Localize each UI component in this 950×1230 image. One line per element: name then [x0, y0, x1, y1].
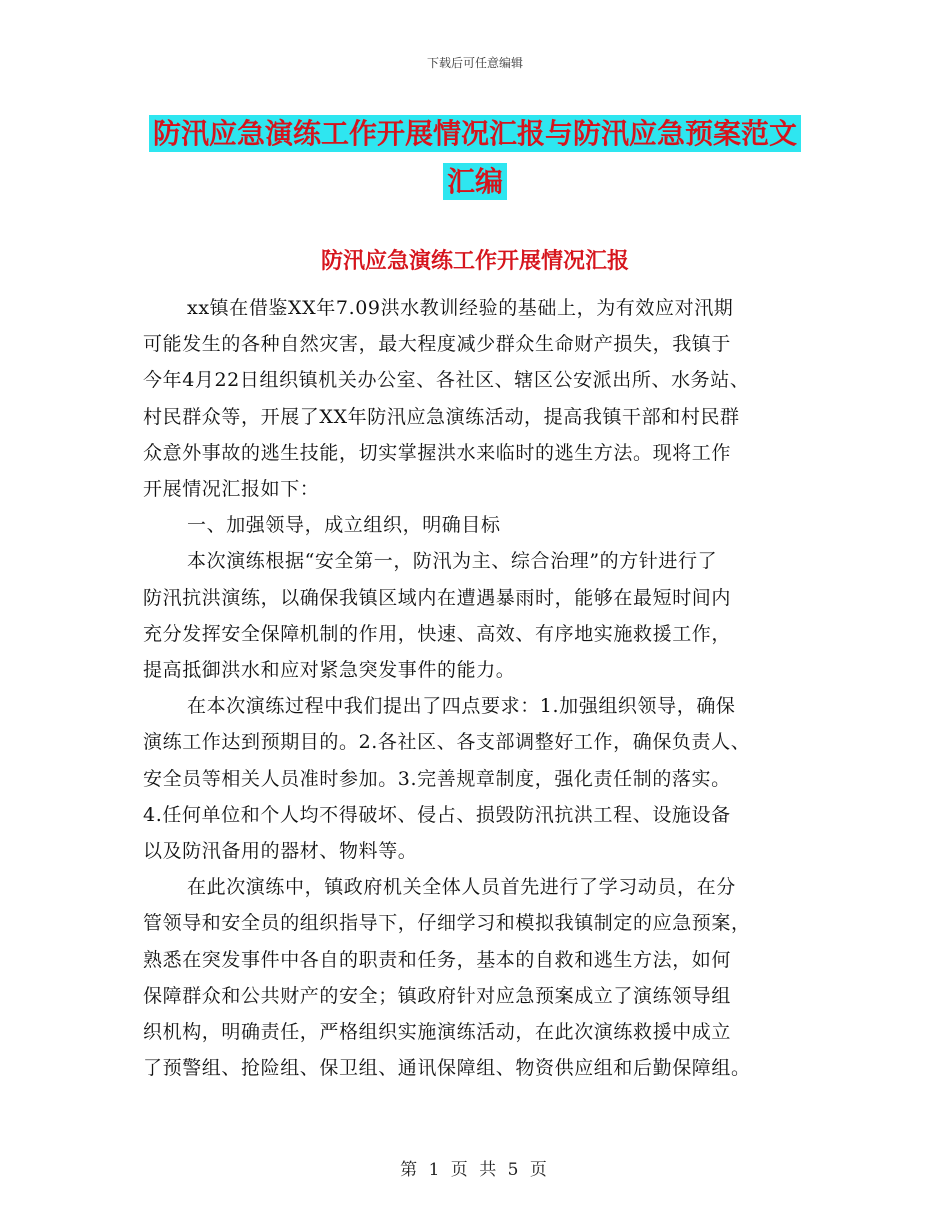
body-line: 演练工作达到预期目的。2.各社区、各支部调整好工作，确保负责人、 — [143, 731, 751, 754]
body-line: 以及防汛备用的器材、物料等。 — [143, 840, 418, 863]
body-line: 开展情况汇报如下： — [143, 478, 320, 501]
body-line: 村民群众等，开展了XX年防汛应急演练活动，提高我镇干部和村民群 — [143, 405, 740, 428]
body-line: 织机构，明确责任，严格组织实施演练活动，在此次演练救援中成立 — [143, 1021, 732, 1044]
body-line: 在此次演练中，镇政府机关全体人员首先进行了学习动员，在分 — [187, 876, 736, 899]
document-title — [120, 110, 830, 206]
body-line: xx镇在借鉴XX年7.09洪水教训经验的基础上，为有效应对汛期 — [187, 297, 734, 319]
body-line: 管领导和安全员的组织指导下，仔细学习和模拟我镇制定的应急预案， — [143, 912, 751, 935]
body-line: 熟悉在突发事件中各自的职责和任务，基本的自救和逃生方法，如何 — [143, 948, 732, 971]
body-line: 保障群众和公共财产的安全；镇政府针对应急预案成立了演练领导组 — [143, 984, 732, 1007]
body-line: 4.任何单位和个人均不得破坏、侵占、损毁防汛抗洪工程、设施设备 — [143, 803, 731, 826]
body-line: 本次演练根据“安全第一，防汛为主、综合治理”的方针进行了 — [187, 550, 718, 573]
body-line: 在本次演练过程中我们提出了四点要求：1.加强组织领导，确保 — [187, 695, 736, 718]
subheading: 一、加强领导，成立组织，明确目标 — [187, 514, 501, 537]
body-text — [143, 290, 813, 1086]
body-line: 充分发挥安全保障机制的作用，快速、高效、有序地实施救援工作， — [143, 622, 732, 645]
body-line: 可能发生的各种自然灾害，最大程度减少群众生命财产损失，我镇于 — [143, 333, 732, 356]
body-line: 众意外事故的逃生技能，切实掌握洪水来临时的逃生方法。现将工作 — [143, 441, 732, 464]
page-footer: 第 1 页 共 5 页 — [400, 1160, 550, 1180]
body-line: 今年4月22日组织镇机关办公室、各社区、辖区公安派出所、水务站、 — [143, 369, 750, 392]
body-line: 了预警组、抢险组、保卫组、通讯保障组、物资供应组和后勤保障组。 — [143, 1057, 751, 1080]
page-header: 下载后可任意编辑 — [426, 56, 523, 70]
document-title-line-2: 汇编 — [443, 163, 507, 200]
body-line: 防汛抗洪演练，以确保我镇区域内在遭遇暴雨时，能够在最短时间内 — [143, 586, 732, 609]
body-line: 提高抵御洪水和应对紧急突发事件的能力。 — [143, 659, 516, 682]
section-title: 防汛应急演练工作开展情况汇报 — [320, 248, 629, 274]
body-line: 安全员等相关人员准时参加。3.完善规章制度，强化责任制的落实。 — [143, 767, 731, 790]
document-title-line-1: 防汛应急演练工作开展情况汇报与防汛应急预案范文 — [149, 115, 801, 152]
